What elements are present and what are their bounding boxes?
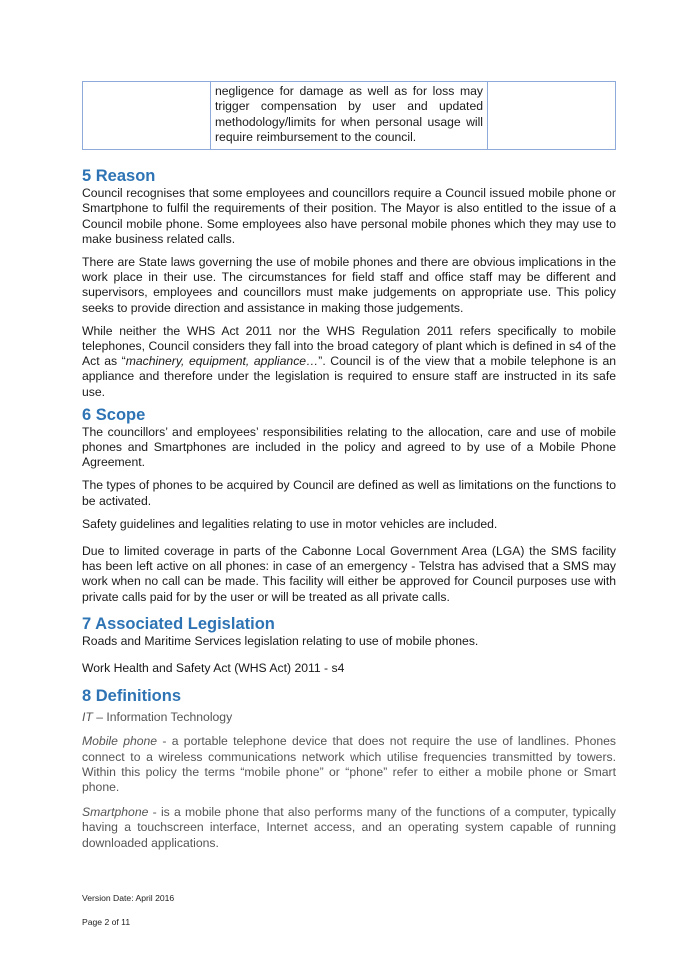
section-6-paragraph-4: Due to limited coverage in parts of the Cabonne Local Government Area (LGA) the SMS facility has been left active on all phones: in case of an emergency - Telstra has advised that a SMS may work when no call can be made. This facility will either be approved for Council purposes use with private calls paid for by the user or will be treated as all private calls. — [82, 544, 616, 604]
table-cell-text: negligence for damage as well as for loss may trigger compensation by user and updated methodology/limits for when personal usage will require reimbursement to the council. — [211, 82, 488, 150]
definition-mobile-phone — [82, 734, 616, 795]
p3-text-before: While neither the WHS Act 2011 nor the WHS Regulation 2011 refers specifically to mobile telephones, Council considers they fall into the broad category of plant which is defined in s4 of the Act as “ — [82, 323, 616, 369]
definition-term: Mobile phone — [82, 734, 158, 749]
definition-it — [82, 710, 616, 725]
definition-term: Smartphone — [82, 805, 149, 820]
p3-italic-quote: machinery, equipment, appliance… — [125, 354, 319, 369]
table-cell-empty-right — [488, 82, 616, 150]
document-page — [82, 81, 616, 851]
responsibility-table — [82, 81, 616, 150]
footer-page-number: Page 2 of 11 — [82, 917, 131, 927]
definition-term: IT — [82, 710, 93, 725]
section-6-paragraph-2: The types of phones to be acquired by Council are defined as well as limitations on the functions to be activated. — [82, 478, 616, 508]
section-6-paragraph-1: The councillors’ and employees’ responsibilities relating to the allocation, care and use of mobile phones and Smartphones are included in the policy and agreed to by use of a Mobile Phone Agreement. — [82, 424, 616, 470]
section-5-heading: 5 Reason — [82, 167, 156, 186]
section-7-paragraph-2: Work Health and Safety Act (WHS Act) 2011 - s4 — [82, 661, 345, 676]
section-8-heading: 8 Definitions — [82, 687, 182, 706]
definition-text: - a portable telephone device that does not require the use of landlines. Phones connect to a wireless communications network which utilise frequencies transmitted by towers. Within this policy the terms “mobile phone” or “phone” refer to either a mobile phone or Smart phone. — [82, 734, 616, 795]
section-6-paragraph-3: Safety guidelines and legalities relating to use in motor vehicles are included. — [82, 516, 498, 531]
table-row — [83, 82, 616, 150]
section-6-heading: 6 Scope — [82, 405, 146, 424]
p3-text-after: ”. Council is of the view that a mobile telephone is an appliance and therefore under the legislation is required to ensure staff are instructed in its safe use. — [82, 354, 616, 399]
section-7-paragraph-1: Roads and Maritime Services legislation relating to use of mobile phones. — [82, 633, 479, 648]
section-7-heading: 7 Associated Legislation — [82, 614, 275, 633]
footer-version-date: Version Date: April 2016 — [82, 893, 175, 903]
definition-text: – Information Technology — [92, 710, 233, 725]
section-5-paragraph-3 — [82, 324, 616, 400]
table-cell-empty-left — [83, 82, 211, 150]
section-5-paragraph-1: Council recognises that some employees and councillors require a Council issued mobile phone or Smartphone to fulfil the requirements of their position. The Mayor is also entitled to the issue of a Council mobile phone. Some employees also have personal mobile phones which they may use to make business related calls. — [82, 186, 616, 246]
section-5-paragraph-2: There are State laws governing the use of mobile phones and there are obvious implications in the work place in their use. The circumstances for field staff and office staff may be different and supervisors, employees and councillors must make judgements on appropriate use. This policy seeks to provide direction and assistance in making those judgements. — [82, 255, 616, 315]
definition-smartphone — [82, 805, 616, 851]
definition-text: - is a mobile phone that also performs many of the functions of a computer, typically having a touchscreen interface, Internet access, and an operating system capable of running downloaded applications. — [82, 805, 616, 850]
